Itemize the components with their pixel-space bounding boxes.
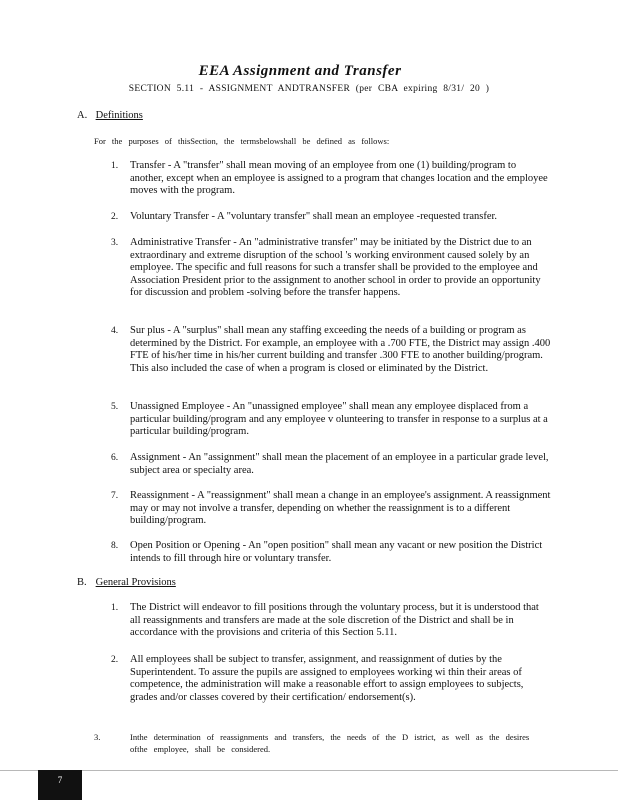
definition-item	[111, 540, 551, 565]
item-number: 8.	[111, 541, 119, 551]
item-text: Unassigned Employee - An "unassigned employee" shall mean any employee displaced from a particular building/program and any employee v olunteering to transfer in response to a surplus at a particular building/program.	[130, 401, 548, 438]
item-number: 3.	[111, 238, 119, 248]
item-text: All employees shall be subject to transfer, assignment, and reassignment of duties by the Superintendent. To assure the pupils are assigned to employees working wi thin their areas of competence, the administration will make a reasonable effort to assign employees to subjects, grades and/or classes covered by their certification/ endorsement(s).	[130, 654, 524, 703]
item-text: Transfer - A "transfer" shall mean moving of an employee from one (1) building/program to another, except when an employee is assigned to a program that changes location and the employee moves with the program.	[130, 160, 548, 197]
document-subtitle: SECTION 5.11 - ASSIGNMENT ANDTRANSFER (per CBA expiring 8/31/ 20 )	[128, 84, 490, 94]
item-text: The District will endeavor to fill positions through the voluntary process, but it is understood that all reassignments and transfers are made at the sole discretion of the District and shall be in accordance with the provisions and criteria of this Section 5.11.	[130, 602, 539, 639]
item-number: 7.	[111, 491, 119, 501]
item-text: Reassignment - A "reassignment" shall mean a change in an employee's assignment. A reassignment may or may not involve a transfer, depending on whether the reassignment is to a different building/program.	[130, 490, 551, 527]
provision-item	[111, 602, 551, 640]
definition-item	[111, 211, 551, 224]
definition-item	[111, 160, 551, 198]
provision-item	[111, 654, 551, 704]
definition-item	[111, 325, 551, 375]
item-number: 1.	[111, 161, 119, 171]
definition-item	[111, 490, 551, 528]
section-letter: B.	[77, 577, 87, 588]
section-heading-text: General Provisions	[95, 577, 176, 588]
definition-item	[111, 452, 551, 477]
item-number: 2.	[111, 212, 119, 222]
section-a-heading	[77, 110, 143, 121]
item-number: 5.	[111, 402, 119, 412]
item-number: 1.	[111, 603, 119, 613]
page-number: 7	[57, 775, 63, 785]
section-b-heading	[77, 577, 176, 588]
section-heading-text: Definitions	[95, 110, 143, 121]
item-text: Inthe determination of reassignments and transfers, the needs of the D istrict, as well as the desires ofthe employee, shall be considered.	[130, 732, 530, 754]
item-text: Administrative Transfer - An "administrative transfer" may be initiated by the District due to an extraordinary and extreme disruption of the school 's working environment caused solely by an employee. The specific and full reasons for such a transfer shall be provided to the employee and Association President prior to the assignment to another school in order to provide an opportunity for discussion and problem -solving before the transfer happens.	[130, 237, 541, 299]
item-number: 3.	[94, 732, 101, 742]
definition-item	[111, 237, 551, 300]
item-text: Assignment - An "assignment" shall mean the placement of an employee in a particular grade level, subject area or specialty area.	[130, 452, 549, 476]
provision-item	[94, 731, 544, 755]
item-number: 6.	[111, 453, 119, 463]
section-letter: A.	[77, 110, 88, 121]
item-text: Open Position or Opening - An "open position" shall mean any vacant or new position the District intends to fill through hire or voluntary transfer.	[130, 540, 543, 564]
item-number: 2.	[111, 655, 119, 665]
footer-divider	[0, 770, 618, 771]
item-text: Voluntary Transfer - A "voluntary transfer" shall mean an employee -requested transfer.	[130, 211, 498, 222]
definitions-intro: For the purposes of thisSection, the termsbelowshall be defined as follows:	[94, 136, 390, 146]
item-text: Sur plus - A "surplus" shall mean any staffing exceeding the needs of a building or program as determined by the District. For example, an employee with a .700 FTE, the District may assign .400 FTE of his/her time in his/her current building and transfer .300 FTE to another building/program. This also included the case of when a program is closed or eliminated by the District.	[130, 325, 551, 374]
document-title: EEA Assignment and Transfer	[198, 63, 402, 79]
definition-item	[111, 401, 551, 439]
item-number: 4.	[111, 326, 119, 336]
